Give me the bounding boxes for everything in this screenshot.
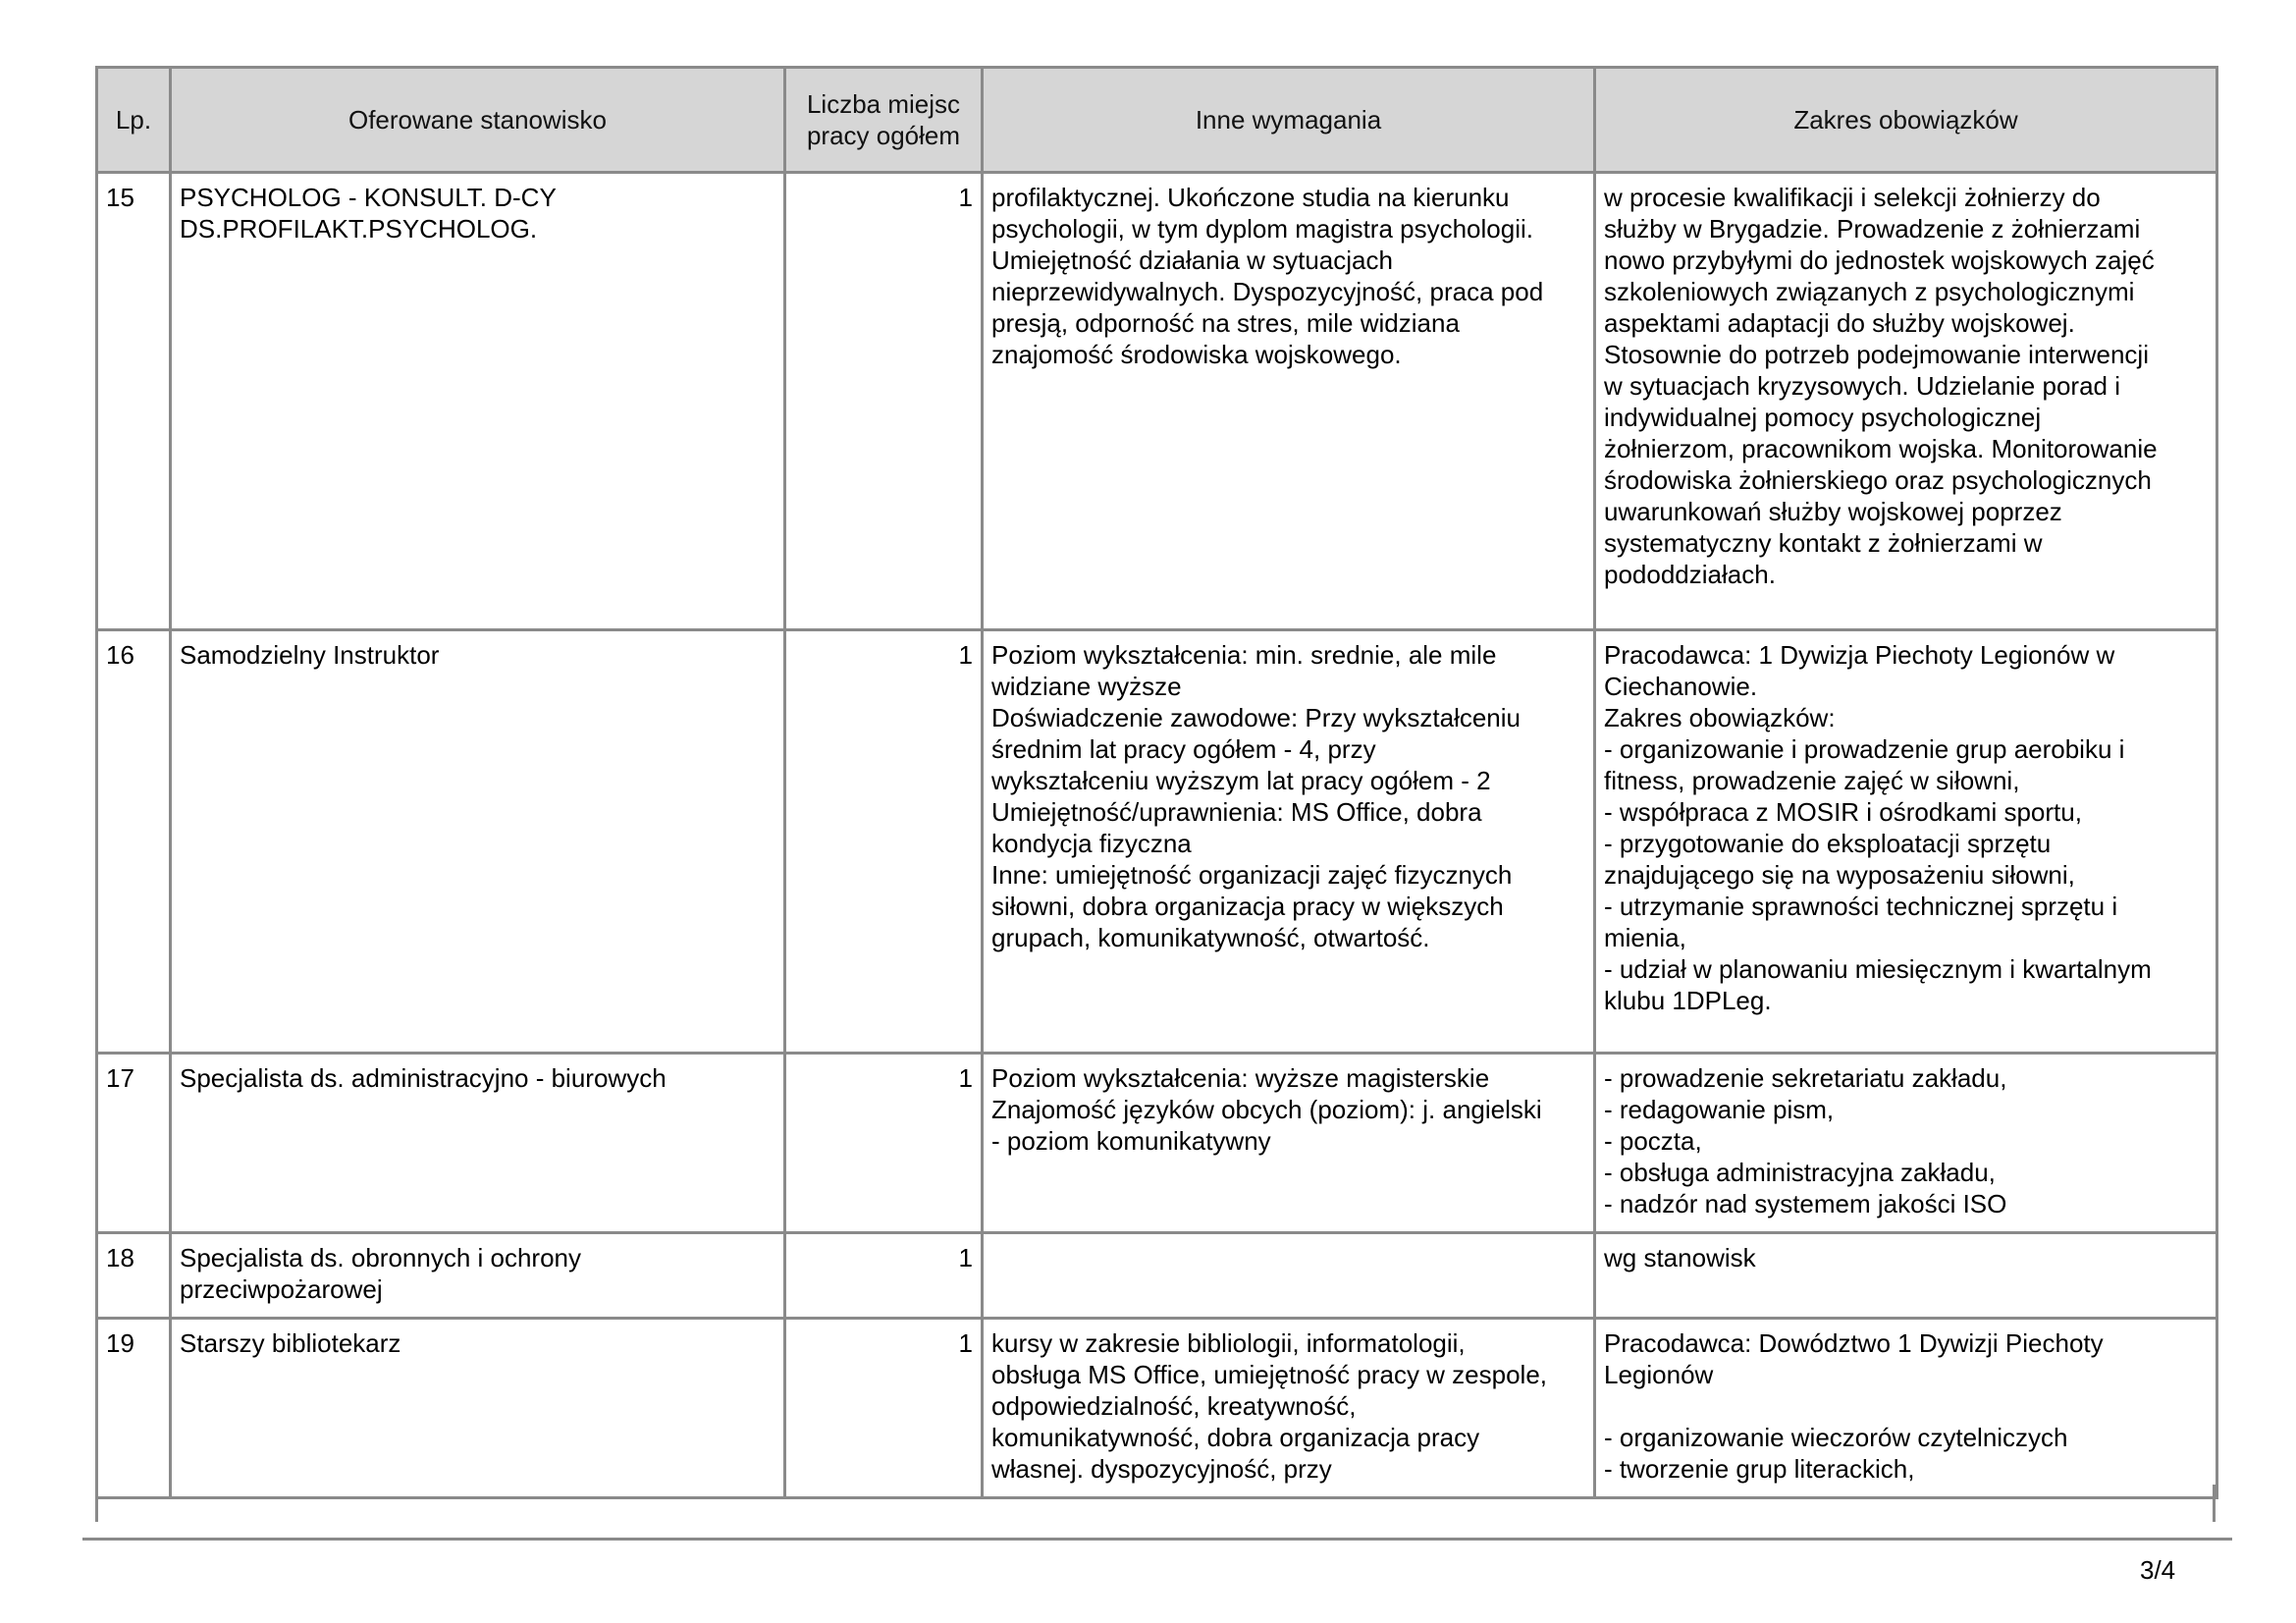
cell-liczba: 1 [785, 1233, 983, 1319]
cell-liczba: 1 [785, 173, 983, 630]
obowiazki-line: - poczta, [1604, 1126, 1702, 1156]
cell-lp: 16 [97, 630, 171, 1054]
obowiazki-line: wg stanowisk [1604, 1243, 1756, 1272]
obowiazki-line: - obsługa administracyjna zakładu, [1604, 1158, 1996, 1187]
header-liczba-line: Liczba miejsc [806, 89, 961, 119]
wymagania-line: siłowni, dobra organizacja pracy w większych [991, 892, 1504, 921]
page-number: 3/4 [2140, 1555, 2176, 1585]
cell-stanowisko [171, 173, 785, 630]
obowiazki-line: w sytuacjach kryzysowych. Udzielanie porad i [1604, 371, 2120, 401]
cell-stanowisko [171, 1233, 785, 1319]
cell-stanowisko [171, 630, 785, 1054]
stanowisko-line: DS.PROFILAKT.PSYCHOLOG. [180, 214, 538, 243]
wymagania-line: nieprzewidywalnych. Dyspozycyjność, praca pod [991, 277, 1544, 306]
obowiazki-line: - tworzenie grup literackich, [1604, 1454, 1915, 1484]
obowiazki-line: - udział w planowaniu miesięcznym i kwartalnym [1604, 954, 2152, 984]
cell-wymagania [983, 173, 1595, 630]
cell-lp: 19 [97, 1319, 171, 1498]
table-row [97, 1319, 2217, 1498]
obowiazki-line: Zakres obowiązków: [1604, 703, 1836, 732]
stanowisko-line: Specjalista ds. administracyjno - biurowych [180, 1063, 667, 1093]
wymagania-line: psychologii, w tym dyplom magistra psychologii. [991, 214, 1533, 243]
footer-divider [82, 1538, 2232, 1541]
wymagania-line: Znajomość języków obcych (poziom): j. angielski [991, 1095, 1542, 1124]
table-row [97, 1054, 2217, 1233]
cell-obowiazki [1595, 173, 2217, 630]
header-lp: Lp. [97, 68, 171, 173]
wymagania-line: średnim lat pracy ogółem - 4, przy [991, 734, 1376, 764]
table-header-row [97, 68, 2217, 173]
wymagania-line: wykształceniu wyższym lat pracy ogółem - 2 [991, 766, 1491, 795]
obowiazki-line: szkoleniowych związanych z psychologicznymi [1604, 277, 2135, 306]
wymagania-line: Poziom wykształcenia: wyższe magisterskie [991, 1063, 1490, 1093]
obowiazki-line: - utrzymanie sprawności technicznej sprzętu i [1604, 892, 2118, 921]
table-border-left [95, 1485, 98, 1522]
cell-lp: 18 [97, 1233, 171, 1319]
obowiazki-line: nowo przybyłymi do jednostek wojskowych zajęć [1604, 245, 2155, 275]
obowiazki-line: Stosownie do potrzeb podejmowanie interwencji [1604, 340, 2149, 369]
obowiazki-line: mienia, [1604, 923, 1686, 952]
obowiazki-line: uwarunkowań służby wojskowej poprzez [1604, 497, 2062, 526]
wymagania-line: - poziom komunikatywny [991, 1126, 1271, 1156]
cell-stanowisko [171, 1054, 785, 1233]
obowiazki-line [1604, 1390, 2208, 1422]
header-liczba [785, 68, 983, 173]
wymagania-line: kursy w zakresie bibliologii, informatologii, [991, 1328, 1466, 1358]
obowiazki-line: - nadzór nad systemem jakości ISO [1604, 1189, 2007, 1218]
stanowisko-line: Specjalista ds. obronnych i ochrony [180, 1243, 582, 1272]
cell-obowiazki [1595, 1233, 2217, 1319]
wymagania-line: Doświadczenie zawodowe: Przy wykształceniu [991, 703, 1522, 732]
cell-lp: 17 [97, 1054, 171, 1233]
obowiazki-line: - przygotowanie do eksploatacji sprzętu [1604, 829, 2052, 858]
cell-stanowisko [171, 1319, 785, 1498]
header-obowiazki: Zakres obowiązków [1595, 68, 2217, 173]
header-stanowisko: Oferowane stanowisko [171, 68, 785, 173]
obowiazki-line: Ciechanowie. [1604, 672, 1758, 701]
wymagania-line: Poziom wykształcenia: min. srednie, ale mile [991, 640, 1497, 670]
obowiazki-line: klubu 1DPLeg. [1604, 986, 1772, 1015]
obowiazki-line: - prowadzenie sekretariatu zakładu, [1604, 1063, 2007, 1093]
stanowisko-line: PSYCHOLOG - KONSULT. D-CY [180, 183, 557, 212]
obowiazki-line: w procesie kwalifikacji i selekcji żołnierzy do [1604, 183, 2101, 212]
obowiazki-line: - współpraca z MOSIR i ośrodkami sportu, [1604, 797, 2082, 827]
table-row [97, 630, 2217, 1054]
wymagania-line: własnej. dyspozycyjność, przy [991, 1454, 1332, 1484]
obowiazki-line: fitness, prowadzenie zajęć w siłowni, [1604, 766, 2020, 795]
cell-liczba: 1 [785, 630, 983, 1054]
wymagania-line: odpowiedzialność, kreatywność, [991, 1391, 1357, 1421]
header-wymagania: Inne wymagania [983, 68, 1595, 173]
cell-obowiazki [1595, 1319, 2217, 1498]
table-border-right [2213, 1485, 2216, 1522]
wymagania-line: znajomość środowiska wojskowego. [991, 340, 1402, 369]
obowiazki-line: systematyczny kontakt z żołnierzami w [1604, 528, 2043, 558]
job-offers-table [95, 66, 2218, 1499]
cell-wymagania [983, 630, 1595, 1054]
wymagania-line: komunikatywność, dobra organizacja pracy [991, 1423, 1480, 1452]
wymagania-line: obsługa MS Office, umiejętność pracy w zespole, [991, 1360, 1548, 1389]
obowiazki-line: indywidualnej pomocy psychologicznej [1604, 403, 2042, 432]
wymagania-line: kondycja fizyczna [991, 829, 1192, 858]
header-liczba-line: pracy ogółem [806, 121, 961, 150]
wymagania-line: presją, odporność na stres, mile widziana [991, 308, 1460, 338]
obowiazki-line: żołnierzom, pracownikom wojska. Monitorowanie [1604, 434, 2158, 463]
cell-obowiazki [1595, 1054, 2217, 1233]
cell-wymagania [983, 1233, 1595, 1319]
obowiazki-line: środowiska żołnierskiego oraz psychologicznych [1604, 465, 2152, 495]
obowiazki-line: Pracodawca: Dowództwo 1 Dywizji Piechoty [1604, 1328, 2104, 1358]
obowiazki-line: Pracodawca: 1 Dywizja Piechoty Legionów w [1604, 640, 2115, 670]
wymagania-line: widziane wyższe [991, 672, 1182, 701]
cell-obowiazki [1595, 630, 2217, 1054]
wymagania-line: Inne: umiejętność organizacji zajęć fizycznych [991, 860, 1513, 890]
obowiazki-line: - organizowanie i prowadzenie grup aerobiku i [1604, 734, 2125, 764]
cell-liczba: 1 [785, 1054, 983, 1233]
wymagania-line: Umiejętność/uprawnienia: MS Office, dobra [991, 797, 1482, 827]
obowiazki-line: znajdującego się na wyposażeniu siłowni, [1604, 860, 2075, 890]
stanowisko-line: Starszy bibliotekarz [180, 1328, 401, 1358]
table-row [97, 1233, 2217, 1319]
table-continuation [95, 1485, 2216, 1522]
cell-liczba: 1 [785, 1319, 983, 1498]
stanowisko-line: przeciwpożarowej [180, 1274, 383, 1304]
cell-wymagania [983, 1319, 1595, 1498]
wymagania-line: profilaktycznej. Ukończone studia na kierunku [991, 183, 1510, 212]
table-row [97, 173, 2217, 630]
obowiazki-line: służby w Brygadzie. Prowadzenie z żołnierzami [1604, 214, 2141, 243]
stanowisko-line: Samodzielny Instruktor [180, 640, 440, 670]
obowiazki-line: - organizowanie wieczorów czytelniczych [1604, 1423, 2068, 1452]
obowiazki-line: - redagowanie pism, [1604, 1095, 1835, 1124]
cell-wymagania [983, 1054, 1595, 1233]
cell-lp: 15 [97, 173, 171, 630]
wymagania-line: Umiejętność działania w sytuacjach [991, 245, 1393, 275]
job-offers-table-container [95, 66, 2216, 1499]
wymagania-line: grupach, komunikatywność, otwartość. [991, 923, 1430, 952]
obowiazki-line: pododdziałach. [1604, 560, 1776, 589]
obowiazki-line: aspektami adaptacji do służby wojskowej. [1604, 308, 2075, 338]
obowiazki-line: Legionów [1604, 1360, 1714, 1389]
